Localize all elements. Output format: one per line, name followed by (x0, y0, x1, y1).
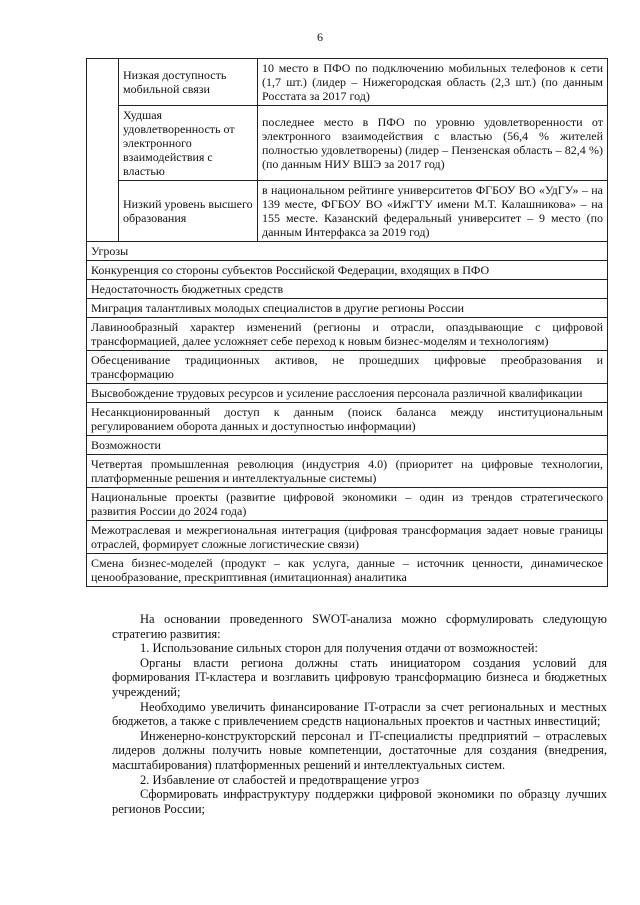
table-row (87, 280, 608, 299)
paragraph: Необходимо увеличить финансирование IT-отрасли за счет региональных и местных бюджетов, а также с привлечением средств национальных проектов и частных инвестиций; (112, 699, 607, 729)
weakness-description: последнее место в ПФО по уровню удовлетворенности от электронного взаимодействия с властью (56,4 % жителей полностью удовлетворены) (лидер – Пензенская область – 82,4 %) (по данным НИУ ВШЭ за 2017 год) (258, 106, 608, 181)
paragraph: 1. Использование сильных сторон для получения отдачи от возможностей: (140, 641, 538, 656)
threat-item: Конкуренция со стороны субъектов Российской Федерации, входящих в ПФО (87, 261, 608, 280)
table-row (87, 351, 608, 384)
table-row (87, 403, 608, 436)
table-row (87, 299, 608, 318)
paragraph: Инженерно-конструкторский персонал и IT-специалисты предприятий – отраслевых лидеров должны получить новые компетенции, достаточные для создания (внедрения, масштабирования) платформенных решений и интеллектуальных систем. (112, 728, 607, 772)
opportunity-item: Четвертая промышленная революция (индустрия 4.0) (приоритет на цифровые технологии, платформенные решения и интеллектуальные системы) (87, 455, 608, 488)
opportunity-item: Национальные проекты (развитие цифровой экономики – один из трендов стратегического развития России до 2024 года) (87, 488, 608, 521)
table-row (87, 521, 608, 554)
table-row (87, 261, 608, 280)
table-row (87, 455, 608, 488)
table-row (87, 488, 608, 521)
threat-item: Недостаточность бюджетных средств (87, 280, 608, 299)
threat-item: Обесценивание традиционных активов, не прошедших цифровые преобразования и трансформацию (87, 351, 608, 384)
weakness-name: Низкая доступность мобильной связи (119, 59, 258, 106)
weakness-description: в национальном рейтинге университетов ФГБОУ ВО «УдГУ» – на 139 месте, ФГБОУ ВО «ИжГТУ имени М.Т. Калашникова» – на 155 месте. Казанский федеральный университет – 9 место (по данным Интерфакса за 2019 год) (258, 181, 608, 242)
weakness-name: Низкий уровень высшего образования (119, 181, 258, 242)
threat-item: Миграция талантливых молодых специалистов в другие регионы России (87, 299, 608, 318)
threat-item: Высвобождение трудовых ресурсов и усиление расслоения персонала различной квалификации (87, 384, 608, 403)
threat-item: Лавинообразный характер изменений (регионы и отрасли, опаздывающие с цифровой трансформацией, далее усложняет себе переход к новым бизнес-моделям и технологиям) (87, 318, 608, 351)
weakness-name: Худшая удовлетворенность от электронного взаимодействия с властью (119, 106, 258, 181)
weakness-description: 10 место в ПФО по подключению мобильных телефонов к сети (1,7 шт.) (лидер – Нижегородская область (2,3 шт.) (по данным Росстата за 2017 год) (258, 59, 608, 106)
threats-header: Угрозы (87, 242, 608, 261)
opportunity-item: Смена бизнес-моделей (продукт – как услуга, данные – источник ценности, динамическое ценообразование, прескриптивная (имитационная) аналитика (87, 554, 608, 587)
section-header-row (87, 436, 608, 455)
strategy-text (112, 612, 607, 816)
paragraph: 2. Избавление от слабостей и предотвращение угроз (140, 772, 420, 787)
indent-cell (87, 59, 119, 242)
section-header-row (87, 242, 608, 261)
table-row (87, 59, 608, 106)
table-row (87, 384, 608, 403)
paragraph: Органы власти региона должны стать инициатором создания условий для формирования IT-кластера и возглавить цифровую трансформацию бизнеса и бюджетных учреждений; (112, 655, 607, 699)
paragraph: Сформировать инфраструктуру поддержки цифровой экономики по образцу лучших регионов России; (112, 787, 607, 816)
table-row (87, 554, 608, 587)
opportunities-header: Возможности (87, 436, 608, 455)
opportunity-item: Межотраслевая и межрегиональная интеграция (цифровая трансформация задает новые границы отраслей, формирует сложные логистические связи) (87, 521, 608, 554)
paragraph: На основании проведенного SWOT-анализа можно сформулировать следующую стратегию развития: (112, 612, 607, 641)
page-number: 6 (317, 30, 323, 44)
table-row (87, 181, 608, 242)
threat-item: Несанкционированный доступ к данным (поиск баланса между институциональным регулированием оборота данных и доступностью информации) (87, 403, 608, 436)
swot-table (86, 58, 608, 587)
table-row (87, 318, 608, 351)
table-row (87, 106, 608, 181)
